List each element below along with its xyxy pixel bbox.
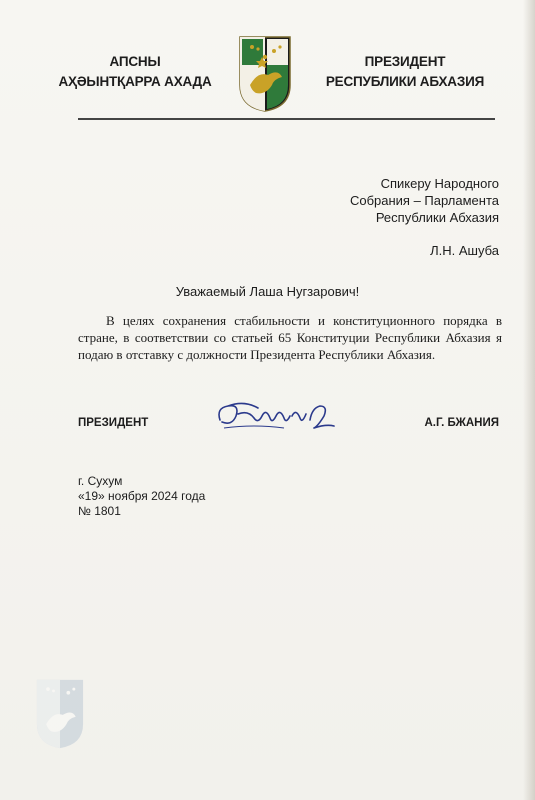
salutation: Уважаемый Лаша Нугзарович! [175,284,360,299]
header-abkhaz [50,52,220,92]
header-divider [78,118,495,120]
header-right-line2: РЕСПУБЛИКИ АБХАЗИЯ [325,74,485,89]
addressee-block [259,175,499,259]
footer-number: № 1801 [78,504,121,518]
header-left-line2: АҲӘЫНТҚАРРА АХАДА [58,74,212,89]
signature-name: А.Г. БЖАНИЯ [424,417,499,429]
footer-date: «19» ноября 2024 года [78,489,206,503]
header-right-line1: ПРЕЗИДЕНТ [364,54,446,69]
addressee-line3: Республики Абхазия [375,210,499,225]
addressee-line1: Спикеру Народного [380,176,499,191]
header-russian [315,52,495,92]
handwritten-signature-icon [214,398,344,434]
letter-body: В целях сохранения стабильности и конституционного порядка в стране, в соответствии со статьей 65 Конституции Республики Абхазия я подаю в отставку с должности Президента Республики Абхазия. [78,313,502,362]
letter-footer [78,474,205,519]
footer-city: г. Сухум [78,474,123,488]
addressee-line2: Собрания – Парламента [349,193,499,208]
signature-title: ПРЕЗИДЕНТ [78,417,149,429]
header-left-line1: АПСНЫ [109,54,161,69]
addressee-name: Л.Н. Ашуба [430,243,499,258]
coat-of-arms-emblem-icon [238,35,292,113]
emblem-watermark-icon [35,678,85,750]
page-edge-shadow [523,0,535,800]
